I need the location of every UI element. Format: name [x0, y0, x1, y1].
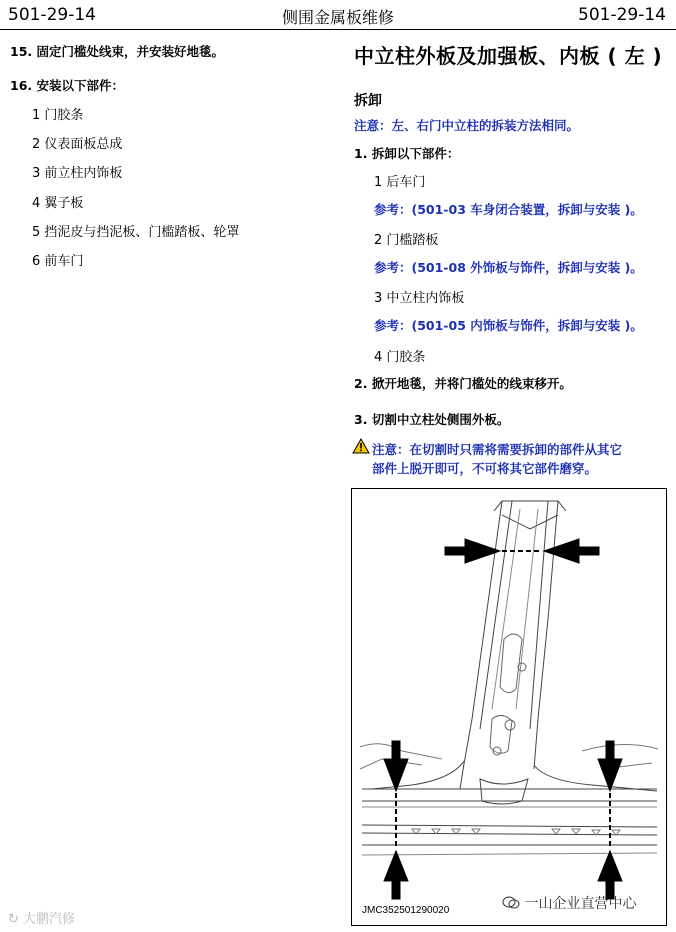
remove-item: 1 后车门 — [374, 175, 426, 190]
page-code-right: 501-29-14 — [578, 5, 666, 25]
step-number: 1. — [354, 146, 368, 161]
warning-triangle-icon — [352, 438, 370, 454]
step-number: 16. — [10, 78, 33, 93]
part-item: 6 前车门 — [32, 254, 84, 269]
step-text: 切割中立柱处侧围外板。 — [371, 412, 510, 427]
header-divider — [0, 29, 676, 30]
page-code-left: 501-29-14 — [8, 5, 96, 25]
step-1 — [354, 144, 459, 162]
page-title: 侧围金属板维修 — [281, 8, 394, 27]
watermark-left-text: 大鹏汽修 — [23, 912, 76, 927]
watermark-right-text: 一山企业直营中心 — [524, 896, 637, 912]
remove-item: 3 中立柱内饰板 — [374, 291, 465, 306]
watermark-right — [502, 893, 636, 913]
cut-location-arrow-icon — [445, 539, 500, 563]
watermark-left — [8, 908, 75, 927]
part-item: 2 仪表面板总成 — [32, 137, 123, 152]
step-number: 3. — [354, 412, 368, 427]
b-pillar-illustration — [352, 489, 666, 925]
reference-link[interactable]: 参考：(501-03 车身闭合装置，拆卸与安装 )。 — [374, 202, 643, 217]
step-text: 安装以下部件： — [36, 78, 125, 93]
step-16 — [10, 76, 124, 94]
part-item: 4 翼子板 — [32, 196, 84, 211]
step-text: 拆卸以下部件： — [371, 146, 460, 161]
cut-location-arrow-icon — [384, 851, 408, 899]
step-text: 掀开地毯，并将门槛处的线束移开。 — [371, 376, 572, 391]
caution-text-line2: 部件上脱开即可，不可将其它部件磨穿。 — [372, 461, 598, 476]
part-item: 5 挡泥皮与挡泥板、门槛踏板、轮罩 — [32, 225, 240, 240]
step-2 — [354, 374, 572, 392]
part-item: 1 门胶条 — [32, 108, 84, 123]
part-item: 3 前立柱内饰板 — [32, 166, 123, 181]
cut-location-arrow-icon — [384, 741, 408, 791]
page-header — [0, 0, 676, 32]
section-title: 中立柱外板及加强板、内板 ( 左 ) — [354, 44, 663, 68]
cut-location-arrow-icon — [598, 741, 622, 791]
note-text: 注意：左、右门中立柱的拆装方法相同。 — [354, 118, 580, 133]
step-number: 2. — [354, 376, 368, 391]
step-15 — [10, 42, 224, 60]
section-subtitle: 拆卸 — [354, 93, 382, 109]
chat-bubble-icon — [502, 896, 520, 910]
remove-item: 2 门槛踏板 — [374, 233, 439, 248]
figure-code: JMC352501290020 — [362, 905, 450, 916]
step-number: 15. — [10, 44, 33, 59]
reference-link[interactable]: 参考：(501-08 外饰板与饰件，拆卸与安装 )。 — [374, 260, 643, 275]
cut-location-arrow-icon — [544, 539, 599, 563]
cut-location-arrow-icon — [598, 851, 622, 899]
caution-text-line1: 注意：在切割时只需将需要拆卸的部件从其它 — [372, 442, 623, 457]
watermark-logo-icon: ↻ — [8, 912, 19, 927]
cut-location-figure — [351, 488, 667, 926]
step-text: 固定门槛处线束，并安装好地毯。 — [36, 44, 225, 59]
remove-item: 4 门胶条 — [374, 350, 426, 365]
step-3 — [354, 410, 509, 428]
reference-link[interactable]: 参考：(501-05 内饰板与饰件，拆卸与安装 )。 — [374, 318, 643, 333]
